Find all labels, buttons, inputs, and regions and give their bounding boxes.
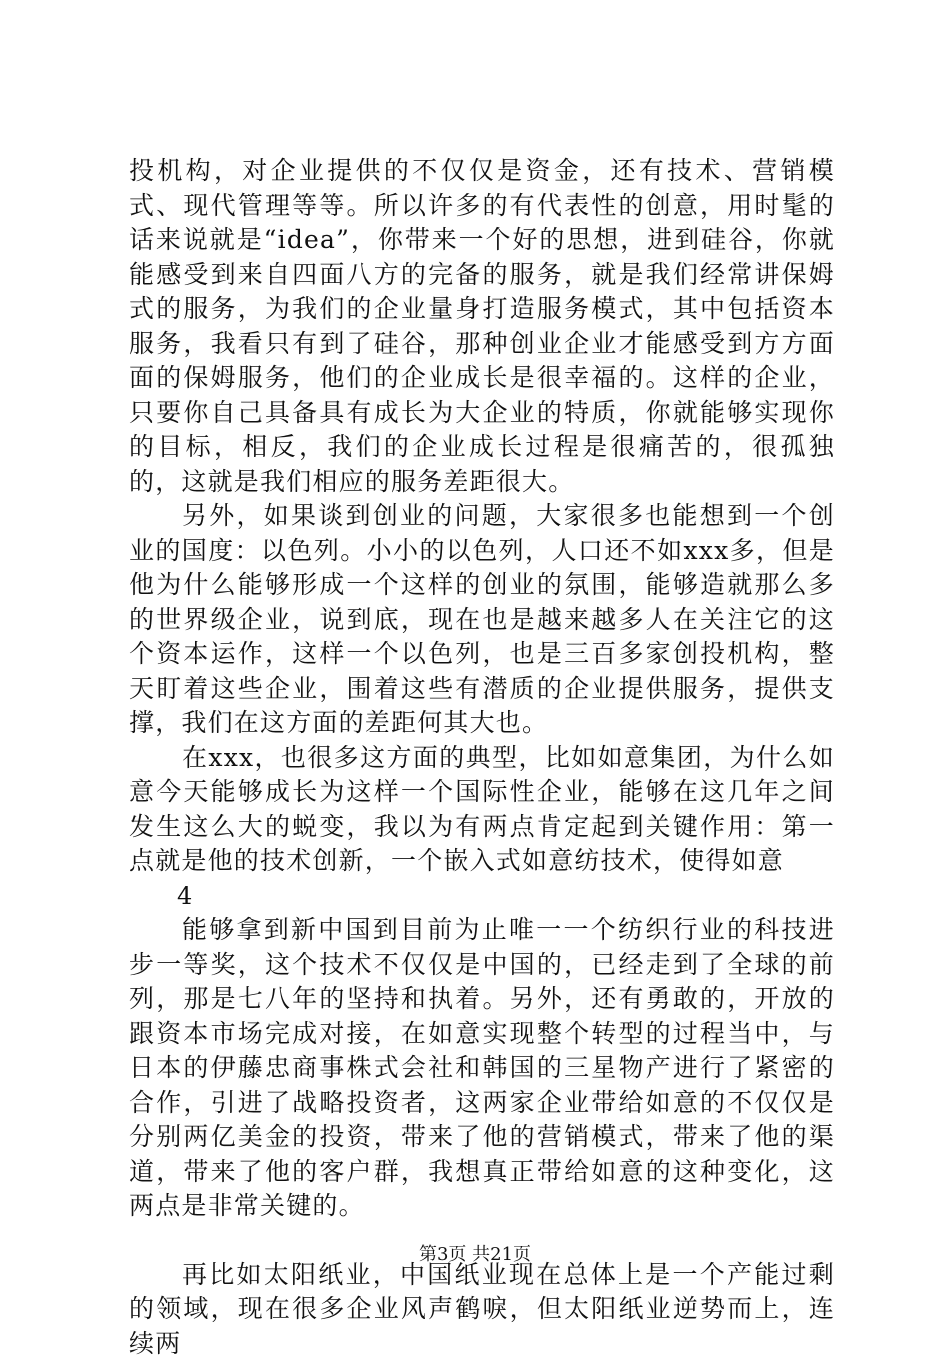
paragraph-3: 在xxx，也很多这方面的典型，比如如意集团，为什么如意今天能够成长为这样一个国际性企业，能够在这几年之间发生这么大的蜕变，我以为有两点肯定起到关键作用：第一点就是他的技术创新，一个嵌入式如意纺技术，使得如意 — [129, 741, 835, 879]
paragraph-1: 投机构，对企业提供的不仅仅是资金，还有技术、营销模式、现代管理等等。所以许多的有代表性的创意，用时髦的话来说就是“idea”，你带来一个好的思想，进到硅谷，你就能感受到来自四面八方的完备的服务，就是我们经常讲保姆式的服务，为我们的企业量身打造服务模式，其中包括资本服务，我看只有到了硅谷，那种创业企业才能感受到方方面面的保姆服务，他们的企业成长是很幸福的。这样的企业，只要你自己具备具有成长为大企业的特质，你就能够实现你的目标，相反，我们的企业成长过程是很痛苦的，很孤独的，这就是我们相应的服务差距很大。 — [129, 154, 835, 499]
inline-page-marker: 4 — [177, 879, 835, 914]
paragraph-5: 再比如太阳纸业，中国纸业现在总体上是一个产能过剩的领域，现在很多企业风声鹤唳，但太阳纸业逆势而上，连续两 — [129, 1258, 835, 1361]
document-body — [129, 154, 835, 1361]
paragraph-4: 能够拿到新中国到目前为止唯一一个纺织行业的科技进步一等奖，这个技术不仅仅是中国的，已经走到了全球的前列，那是七八年的坚持和执着。另外，还有勇敢的，开放的跟资本市场完成对接，在如意实现整个转型的过程当中，与日本的伊藤忠商事株式会社和韩国的三星物产进行了紧密的合作，引进了战略投资者，这两家企业带给如意的不仅仅是分别两亿美金的投资，带来了他的营销模式，带来了他的渠道，带来了他的客户群，我想真正带给如意的这种变化，这两点是非常关键的。 — [129, 913, 835, 1224]
paragraph-2: 另外，如果谈到创业的问题，大家很多也能想到一个创业的国度：以色列。小小的以色列，人口还不如xxx多，但是他为什么能够形成一个这样的创业的氛围，能够造就那么多的世界级企业，说到底，现在也是越来越多人在关注它的这个资本运作，这样一个以色列，也是三百多家创投机构，整天盯着这些企业，围着这些有潜质的企业提供服务，提供支撑，我们在这方面的差距何其大也。 — [129, 499, 835, 741]
page-footer: 第3页 共21页 — [0, 1243, 950, 1267]
